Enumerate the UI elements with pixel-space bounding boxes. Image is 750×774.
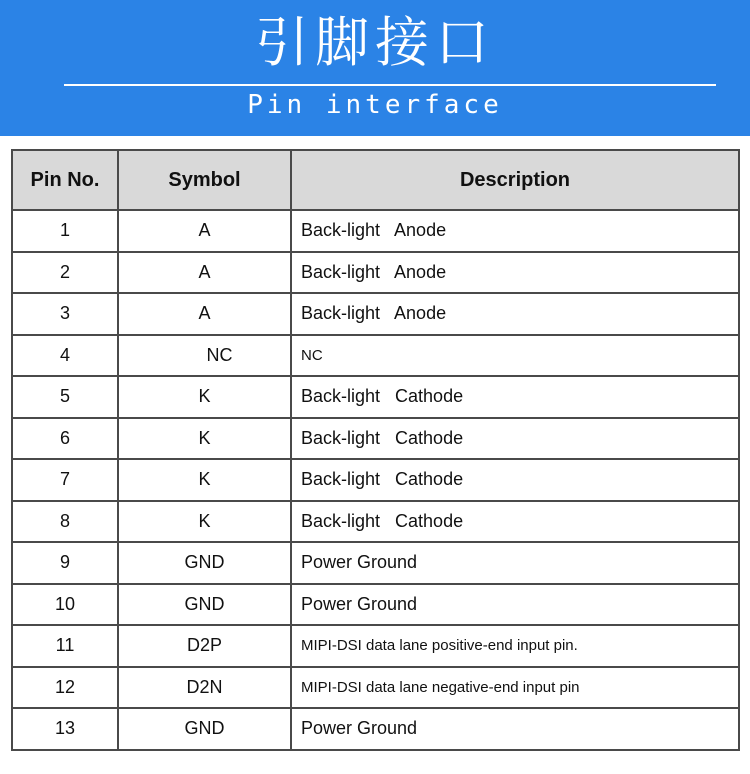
pin-description: Back-light Anode xyxy=(291,293,739,335)
header-description: Description xyxy=(291,150,739,210)
pin-description: Power Ground xyxy=(291,584,739,626)
pin-description: MIPI-DSI data lane positive-end input pin. xyxy=(291,625,739,667)
pin-description: Power Ground xyxy=(291,542,739,584)
title-divider xyxy=(64,84,716,86)
page-subtitle: Pin interface xyxy=(247,90,503,120)
pin-symbol: A xyxy=(118,293,291,335)
table-row xyxy=(12,542,739,584)
pin-symbol: K xyxy=(118,418,291,460)
pin-description: NC xyxy=(291,335,739,377)
pin-description: Back-light Cathode xyxy=(291,418,739,460)
table-row xyxy=(12,625,739,667)
pin-number: 10 xyxy=(12,584,118,626)
pin-description: Back-light Cathode xyxy=(291,501,739,543)
pin-number: 12 xyxy=(12,667,118,709)
pin-number: 5 xyxy=(12,376,118,418)
pin-symbol: D2P xyxy=(118,625,291,667)
table-row xyxy=(12,210,739,252)
pin-symbol: A xyxy=(118,252,291,294)
header-banner xyxy=(0,0,750,136)
pin-symbol: GND xyxy=(118,584,291,626)
pin-symbol: GND xyxy=(118,708,291,750)
pin-number: 7 xyxy=(12,459,118,501)
table-row xyxy=(12,418,739,460)
pin-description: Back-light Cathode xyxy=(291,376,739,418)
table-row xyxy=(12,376,739,418)
pin-symbol: A xyxy=(118,210,291,252)
pin-symbol: K xyxy=(118,459,291,501)
page-title: 引脚接口 xyxy=(255,11,495,74)
table-row xyxy=(12,335,739,377)
pin-number: 8 xyxy=(12,501,118,543)
pin-number: 6 xyxy=(12,418,118,460)
table-row xyxy=(12,459,739,501)
table-row xyxy=(12,708,739,750)
pin-number: 9 xyxy=(12,542,118,584)
pin-description: Back-light Cathode xyxy=(291,459,739,501)
table-row xyxy=(12,584,739,626)
pin-number: 11 xyxy=(12,625,118,667)
pin-number: 4 xyxy=(12,335,118,377)
header-symbol: Symbol xyxy=(118,150,291,210)
pin-symbol: NC xyxy=(118,335,291,377)
pin-symbol: K xyxy=(118,501,291,543)
pin-symbol: GND xyxy=(118,542,291,584)
pin-description: Back-light Anode xyxy=(291,210,739,252)
pin-number: 2 xyxy=(12,252,118,294)
pin-symbol: D2N xyxy=(118,667,291,709)
pin-description: Back-light Anode xyxy=(291,252,739,294)
table-row xyxy=(12,501,739,543)
pin-number: 13 xyxy=(12,708,118,750)
pin-description: Power Ground xyxy=(291,708,739,750)
pin-description: MIPI-DSI data lane negative-end input pin xyxy=(291,667,739,709)
header-pin-no: Pin No. xyxy=(12,150,118,210)
pin-number: 1 xyxy=(12,210,118,252)
pin-symbol: K xyxy=(118,376,291,418)
table-row xyxy=(12,252,739,294)
pin-table xyxy=(11,149,740,751)
table-row xyxy=(12,667,739,709)
pin-number: 3 xyxy=(12,293,118,335)
table-row xyxy=(12,293,739,335)
table-header-row xyxy=(12,150,739,210)
